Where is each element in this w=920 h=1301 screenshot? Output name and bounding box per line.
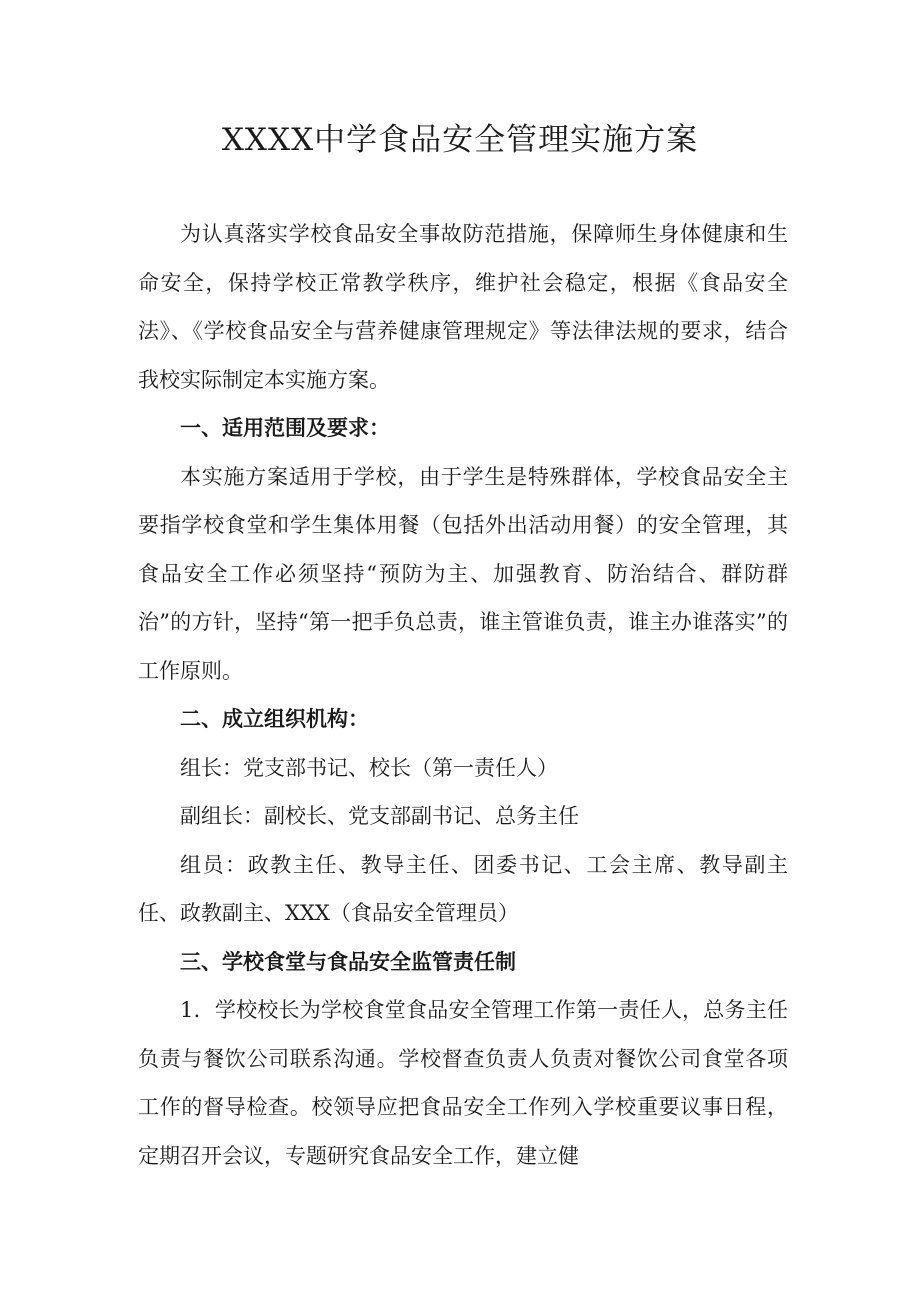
section-2-leader: 组长：党支部书记、校长（第一责任人） xyxy=(180,755,558,780)
section-3-heading: 三、学校食堂与食品安全监管责任制 xyxy=(180,949,516,974)
document-body xyxy=(138,210,788,1180)
section-2-members: 组员：政教主任、教导主任、团委书记、工会主席、教导副主任、政教副主、XXX（食品安全管理员） xyxy=(138,852,788,925)
section-3-item-1: 1．学校校长为学校食堂食品安全管理工作第一责任人，总务主任负责与餐饮公司联系沟通。学校督查负责人负责对餐饮公司食堂各项工作的督导检查。校领导应把食品安全工作列入学校重要议事日程，定期召开会议，专题研究食品安全工作，建立健 xyxy=(138,998,788,1168)
intro-paragraph: 为认真落实学校食品安全事故防范措施，保障师生身体健康和生命安全，保持学校正常教学秩序，维护社会稳定，根据《食品安全法》、《学校食品安全与营养健康管理规定》等法律法规的要求，结合我校实际制定本实施方案。 xyxy=(138,222,788,392)
section-2-heading: 二、成立组织机构： xyxy=(180,707,369,731)
section-1-heading: 一、适用范围及要求： xyxy=(180,416,390,440)
document-title: XXXX中学食品安全管理实施方案 xyxy=(221,122,699,158)
section-2-deputy: 副组长：副校长、党支部副书记、总务主任 xyxy=(180,804,579,828)
section-1-body: 本实施方案适用于学校，由于学生是特殊群体，学校食品安全主要指学校食堂和学生集体用餐（包括外出活动用餐）的安全管理，其食品安全工作必须坚持“预防为主、加强教育、防治结合、群防群治”的方针，坚持“第一把手负总责，谁主管谁负责，谁主办谁落实”的工作原则。 xyxy=(138,464,788,683)
